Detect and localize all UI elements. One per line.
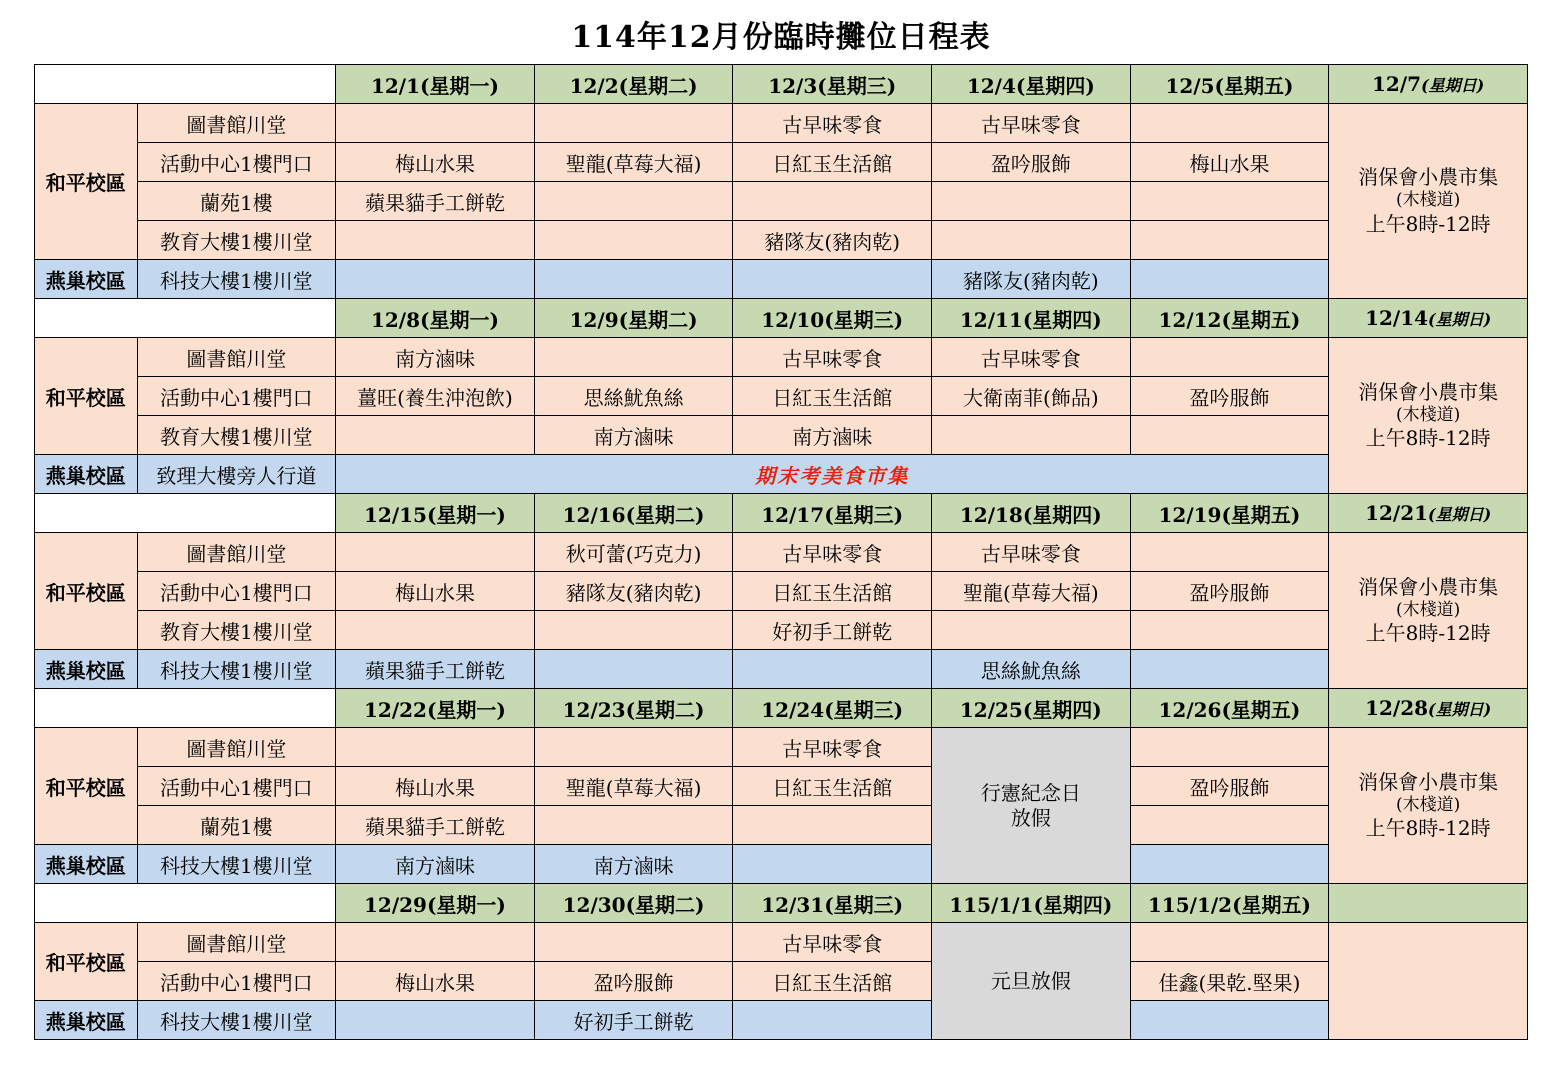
week-header-row — [35, 299, 1528, 338]
week-header-row — [35, 689, 1528, 728]
vendor-cell — [733, 806, 932, 845]
sunday-weekday: (星期日) — [1428, 310, 1492, 329]
vendor-cell: 古早味零食 — [733, 728, 932, 767]
place-label: 活動中心1樓門口 — [137, 962, 336, 1001]
header-blank-cell — [35, 65, 336, 104]
sunday-market-line3: 上午8時-12時 — [1365, 211, 1491, 236]
week-header-row — [35, 65, 1528, 104]
date-header: 12/5(星期五) — [1130, 65, 1329, 104]
vendor-cell: 盈吟服飾 — [1130, 767, 1329, 806]
vendor-cell — [534, 104, 733, 143]
vendor-cell — [1130, 182, 1329, 221]
vendor-cell: 盈吟服飾 — [1130, 377, 1329, 416]
place-label: 圖書館川堂 — [137, 728, 336, 767]
vendor-cell — [336, 1001, 535, 1040]
vendor-cell — [932, 221, 1131, 260]
table-row — [35, 1001, 1528, 1040]
date-header: 12/26(星期五) — [1130, 689, 1329, 728]
vendor-cell: 好初手工餅乾 — [733, 611, 932, 650]
sunday-date: 12/7 — [1372, 72, 1422, 96]
sunday-date-header — [1329, 65, 1528, 104]
campus-label: 和平校區 — [35, 923, 138, 1001]
sunday-market-cell — [1329, 104, 1528, 299]
vendor-cell: 大衛南菲(飾品) — [932, 377, 1131, 416]
date-header: 12/9(星期二) — [534, 299, 733, 338]
sunday-market-cell — [1329, 728, 1528, 884]
sunday-market-cell — [1329, 533, 1528, 689]
table-row — [35, 611, 1528, 650]
vendor-cell — [534, 923, 733, 962]
date-header: 12/24(星期三) — [733, 689, 932, 728]
vendor-cell — [336, 104, 535, 143]
place-label: 科技大樓1樓川堂 — [137, 260, 336, 299]
vendor-cell: 古早味零食 — [932, 104, 1131, 143]
vendor-cell — [534, 338, 733, 377]
date-header: 12/15(星期一) — [336, 494, 535, 533]
date-header: 12/1(星期一) — [336, 65, 535, 104]
place-label: 教育大樓1樓川堂 — [137, 611, 336, 650]
date-header: 115/1/1(星期四) — [932, 884, 1131, 923]
vendor-cell — [336, 611, 535, 650]
vendor-cell: 蘋果貓手工餅乾 — [336, 650, 535, 689]
campus-label: 燕巢校區 — [35, 650, 138, 689]
date-header: 12/19(星期五) — [1130, 494, 1329, 533]
vendor-cell: 古早味零食 — [733, 338, 932, 377]
vendor-cell — [1130, 260, 1329, 299]
vendor-cell — [1130, 221, 1329, 260]
vendor-cell: 古早味零食 — [733, 923, 932, 962]
vendor-cell — [1130, 104, 1329, 143]
date-header: 115/1/2(星期五) — [1130, 884, 1329, 923]
vendor-cell: 聖龍(草莓大福) — [534, 143, 733, 182]
vendor-cell — [733, 182, 932, 221]
table-row — [35, 533, 1528, 572]
sunday-date-header — [1329, 689, 1528, 728]
vendor-cell — [932, 611, 1131, 650]
vendor-cell: 日紅玉生活館 — [733, 962, 932, 1001]
sunday-empty-cell — [1329, 923, 1528, 1040]
vendor-cell: 秋可蕾(巧克力) — [534, 533, 733, 572]
sunday-market-line2: (木棧道) — [1396, 404, 1461, 425]
holiday-cell-constitution — [932, 728, 1131, 884]
date-header: 12/23(星期二) — [534, 689, 733, 728]
campus-label: 燕巢校區 — [35, 1001, 138, 1040]
table-row — [35, 650, 1528, 689]
table-row — [35, 104, 1528, 143]
vendor-cell: 思絲魷魚絲 — [534, 377, 733, 416]
date-header: 12/16(星期二) — [534, 494, 733, 533]
table-row — [35, 338, 1528, 377]
place-label: 科技大樓1樓川堂 — [137, 650, 336, 689]
sunday-market-line1: 消保會小農市集 — [1358, 769, 1499, 794]
schedule-table — [34, 64, 1528, 1040]
sunday-market-line2: (木棧道) — [1396, 190, 1461, 211]
campus-label: 和平校區 — [35, 338, 138, 455]
header-blank-cell — [35, 884, 336, 923]
place-label: 圖書館川堂 — [137, 338, 336, 377]
vendor-cell — [1130, 923, 1329, 962]
vendor-cell — [932, 416, 1131, 455]
table-row — [35, 728, 1528, 767]
date-header: 12/4(星期四) — [932, 65, 1131, 104]
date-header: 12/31(星期三) — [733, 884, 932, 923]
campus-label: 燕巢校區 — [35, 845, 138, 884]
vendor-cell — [733, 650, 932, 689]
sunday-market-line1: 消保會小農市集 — [1358, 165, 1499, 190]
sunday-date-header — [1329, 884, 1528, 923]
holiday-line2: 放假 — [1010, 805, 1051, 830]
sunday-weekday: (星期日) — [1428, 505, 1492, 524]
sunday-market-line3: 上午8時-12時 — [1365, 816, 1491, 841]
vendor-cell: 南方滷味 — [336, 338, 535, 377]
table-row — [35, 962, 1528, 1001]
header-blank-cell — [35, 494, 336, 533]
vendor-cell — [534, 260, 733, 299]
sunday-market-cell — [1329, 338, 1528, 494]
vendor-cell — [1130, 806, 1329, 845]
sunday-date-header — [1329, 494, 1528, 533]
holiday-cell-newyear: 元旦放假 — [932, 923, 1131, 1040]
vendor-cell — [733, 260, 932, 299]
sunday-market-line2: (木棧道) — [1396, 599, 1461, 620]
vendor-cell: 南方滷味 — [534, 845, 733, 884]
table-row — [35, 767, 1528, 806]
date-header: 12/12(星期五) — [1130, 299, 1329, 338]
date-header: 12/10(星期三) — [733, 299, 932, 338]
sunday-market-line3: 上午8時-12時 — [1365, 426, 1491, 451]
campus-label: 燕巢校區 — [35, 260, 138, 299]
place-label: 蘭苑1樓 — [137, 182, 336, 221]
table-row — [35, 845, 1528, 884]
place-label: 活動中心1樓門口 — [137, 572, 336, 611]
date-header: 12/8(星期一) — [336, 299, 535, 338]
vendor-cell — [534, 182, 733, 221]
vendor-cell — [1130, 416, 1329, 455]
header-blank-cell — [35, 299, 336, 338]
vendor-cell: 蘋果貓手工餅乾 — [336, 182, 535, 221]
place-label: 蘭苑1樓 — [137, 806, 336, 845]
place-label: 致理大樓旁人行道 — [137, 455, 336, 494]
page-title: 114年12月份臨時攤位日程表 — [571, 20, 991, 55]
vendor-cell: 薑旺(養生沖泡飲) — [336, 377, 535, 416]
vendor-cell: 古早味零食 — [932, 338, 1131, 377]
table-row — [35, 806, 1528, 845]
table-row — [35, 923, 1528, 962]
campus-label: 和平校區 — [35, 533, 138, 650]
place-label: 圖書館川堂 — [137, 104, 336, 143]
vendor-cell — [1130, 845, 1329, 884]
vendor-cell — [534, 221, 733, 260]
table-row — [35, 572, 1528, 611]
date-header: 12/29(星期一) — [336, 884, 535, 923]
sunday-date: 12/14 — [1365, 306, 1429, 330]
place-label: 教育大樓1樓川堂 — [137, 221, 336, 260]
table-row — [35, 221, 1528, 260]
holiday-line1: 行憲紀念日 — [980, 780, 1081, 805]
week-header-row — [35, 494, 1528, 533]
date-header: 12/18(星期四) — [932, 494, 1131, 533]
vendor-cell: 梅山水果 — [336, 962, 535, 1001]
campus-label: 燕巢校區 — [35, 455, 138, 494]
sunday-market-line3: 上午8時-12時 — [1365, 621, 1491, 646]
vendor-cell — [534, 728, 733, 767]
vendor-cell: 聖龍(草莓大福) — [932, 572, 1131, 611]
vendor-cell — [534, 806, 733, 845]
vendor-cell: 梅山水果 — [336, 572, 535, 611]
vendor-cell: 日紅玉生活館 — [733, 572, 932, 611]
vendor-cell — [336, 533, 535, 572]
vendor-cell: 盈吟服飾 — [1130, 572, 1329, 611]
vendor-cell: 豬隊友(豬肉乾) — [733, 221, 932, 260]
vendor-cell — [1130, 728, 1329, 767]
date-header: 12/22(星期一) — [336, 689, 535, 728]
header-blank-cell — [35, 689, 336, 728]
place-label: 科技大樓1樓川堂 — [137, 845, 336, 884]
final-exam-market-banner: 期末考美食市集 — [336, 455, 1329, 494]
sunday-weekday: (星期日) — [1421, 76, 1485, 95]
sunday-date: 12/21 — [1365, 501, 1429, 525]
place-label: 活動中心1樓門口 — [137, 143, 336, 182]
date-header: 12/3(星期三) — [733, 65, 932, 104]
vendor-cell — [336, 221, 535, 260]
date-header: 12/25(星期四) — [932, 689, 1131, 728]
vendor-cell — [1130, 611, 1329, 650]
week-header-row — [35, 884, 1528, 923]
vendor-cell: 盈吟服飾 — [932, 143, 1131, 182]
vendor-cell: 盈吟服飾 — [534, 962, 733, 1001]
vendor-cell — [1130, 338, 1329, 377]
place-label: 活動中心1樓門口 — [137, 767, 336, 806]
vendor-cell — [1130, 533, 1329, 572]
vendor-cell: 思絲魷魚絲 — [932, 650, 1131, 689]
campus-label: 和平校區 — [35, 728, 138, 845]
vendor-cell: 好初手工餅乾 — [534, 1001, 733, 1040]
vendor-cell: 日紅玉生活館 — [733, 377, 932, 416]
vendor-cell — [932, 182, 1131, 221]
vendor-cell: 梅山水果 — [1130, 143, 1329, 182]
place-label: 活動中心1樓門口 — [137, 377, 336, 416]
vendor-cell: 南方滷味 — [336, 845, 535, 884]
table-row — [35, 182, 1528, 221]
vendor-cell: 佳鑫(果乾.堅果) — [1130, 962, 1329, 1001]
place-label: 圖書館川堂 — [137, 923, 336, 962]
date-header: 12/11(星期四) — [932, 299, 1131, 338]
table-row — [35, 455, 1528, 494]
vendor-cell — [336, 923, 535, 962]
table-row — [35, 260, 1528, 299]
vendor-cell — [534, 611, 733, 650]
vendor-cell — [1130, 1001, 1329, 1040]
sunday-date-header — [1329, 299, 1528, 338]
vendor-cell: 豬隊友(豬肉乾) — [534, 572, 733, 611]
table-row — [35, 416, 1528, 455]
vendor-cell: 豬隊友(豬肉乾) — [932, 260, 1131, 299]
vendor-cell: 日紅玉生活館 — [733, 143, 932, 182]
vendor-cell: 古早味零食 — [733, 533, 932, 572]
vendor-cell — [336, 416, 535, 455]
date-header: 12/17(星期三) — [733, 494, 932, 533]
table-row — [35, 377, 1528, 416]
date-header: 12/2(星期二) — [534, 65, 733, 104]
table-row — [35, 143, 1528, 182]
vendor-cell: 古早味零食 — [932, 533, 1131, 572]
vendor-cell: 古早味零食 — [733, 104, 932, 143]
vendor-cell: 蘋果貓手工餅乾 — [336, 806, 535, 845]
campus-label: 和平校區 — [35, 104, 138, 260]
sunday-market-line1: 消保會小農市集 — [1358, 379, 1499, 404]
vendor-cell — [336, 260, 535, 299]
vendor-cell: 梅山水果 — [336, 767, 535, 806]
place-label: 教育大樓1樓川堂 — [137, 416, 336, 455]
vendor-cell: 聖龍(草莓大福) — [534, 767, 733, 806]
place-label: 科技大樓1樓川堂 — [137, 1001, 336, 1040]
vendor-cell: 南方滷味 — [534, 416, 733, 455]
vendor-cell — [336, 728, 535, 767]
sunday-market-line2: (木棧道) — [1396, 794, 1461, 815]
vendor-cell: 日紅玉生活館 — [733, 767, 932, 806]
place-label: 圖書館川堂 — [137, 533, 336, 572]
date-header: 12/30(星期二) — [534, 884, 733, 923]
sunday-weekday: (星期日) — [1428, 700, 1492, 719]
vendor-cell: 南方滷味 — [733, 416, 932, 455]
vendor-cell — [1130, 650, 1329, 689]
vendor-cell: 梅山水果 — [336, 143, 535, 182]
sunday-date: 12/28 — [1365, 696, 1429, 720]
sunday-market-line1: 消保會小農市集 — [1358, 574, 1499, 599]
vendor-cell — [534, 650, 733, 689]
vendor-cell — [733, 1001, 932, 1040]
vendor-cell — [733, 845, 932, 884]
